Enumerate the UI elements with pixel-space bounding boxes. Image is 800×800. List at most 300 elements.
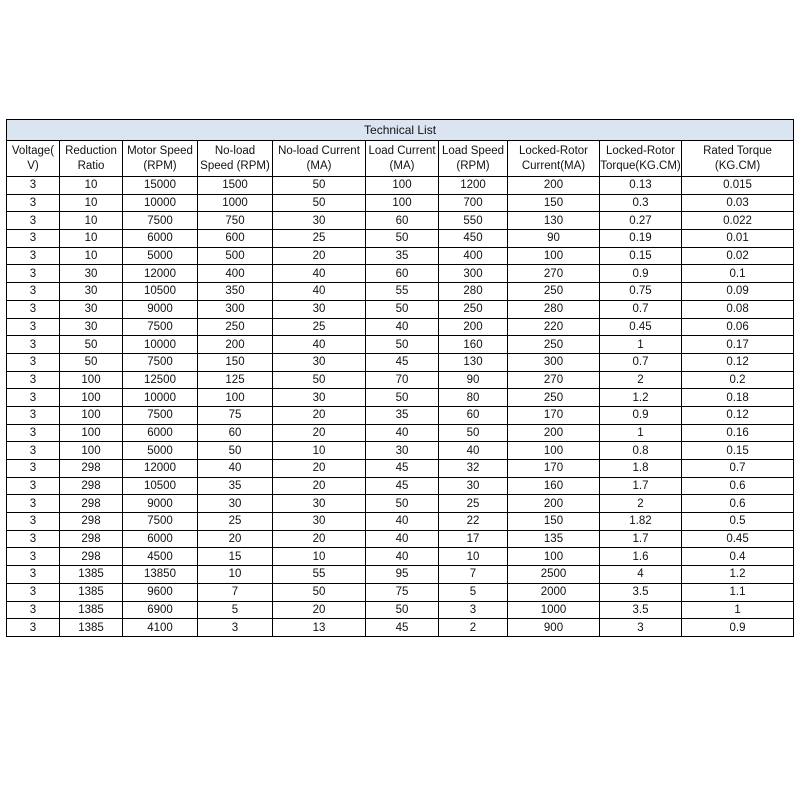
table-cell: 1 xyxy=(600,424,682,442)
table-cell: 40 xyxy=(273,265,366,283)
table-cell: 280 xyxy=(508,300,600,318)
column-header-line: Reduction xyxy=(65,144,117,157)
table-cell: 40 xyxy=(273,336,366,354)
table-body xyxy=(7,177,794,637)
table-cell: 3 xyxy=(7,460,60,478)
table-cell: 3 xyxy=(7,283,60,301)
table-cell: 350 xyxy=(198,283,273,301)
table-cell: 35 xyxy=(366,247,439,265)
table-cell: 0.45 xyxy=(682,530,794,548)
table-cell: 50 xyxy=(273,194,366,212)
column-header-line: Torque(KG.CM) xyxy=(600,159,681,172)
table-cell: 3 xyxy=(7,619,60,637)
column-header xyxy=(198,141,273,177)
table-cell: 130 xyxy=(508,212,600,230)
table-cell: 20 xyxy=(273,247,366,265)
table-cell: 100 xyxy=(60,371,123,389)
table-cell: 0.015 xyxy=(682,177,794,195)
table-cell: 45 xyxy=(366,477,439,495)
table-cell: 1.7 xyxy=(600,530,682,548)
table-row xyxy=(7,495,794,513)
table-cell: 15000 xyxy=(123,177,198,195)
table-cell: 30 xyxy=(273,212,366,230)
table-cell: 0.7 xyxy=(600,353,682,371)
table-cell: 0.2 xyxy=(682,371,794,389)
table-cell: 0.8 xyxy=(600,442,682,460)
table-cell: 500 xyxy=(198,247,273,265)
table-cell: 9000 xyxy=(123,300,198,318)
column-header-line: Load Speed xyxy=(441,144,505,157)
table-cell: 3 xyxy=(439,601,508,619)
table-title: Technical List xyxy=(7,120,794,141)
table-cell: 0.9 xyxy=(682,619,794,637)
table-cell: 0.022 xyxy=(682,212,794,230)
table-cell: 1000 xyxy=(198,194,273,212)
table-cell: 200 xyxy=(439,318,508,336)
table-cell: 0.6 xyxy=(682,477,794,495)
column-header xyxy=(682,141,794,177)
technical-list-sheet xyxy=(6,119,793,637)
table-cell: 250 xyxy=(198,318,273,336)
table-row xyxy=(7,265,794,283)
table-cell: 0.12 xyxy=(682,406,794,424)
table-cell: 60 xyxy=(366,212,439,230)
table-cell: 1385 xyxy=(60,566,123,584)
table-cell: 298 xyxy=(60,530,123,548)
table-row xyxy=(7,424,794,442)
table-row xyxy=(7,336,794,354)
table-cell: 2 xyxy=(600,371,682,389)
table-cell: 550 xyxy=(439,212,508,230)
table-cell: 50 xyxy=(439,424,508,442)
table-cell: 170 xyxy=(508,460,600,478)
table-cell: 280 xyxy=(439,283,508,301)
table-cell: 6900 xyxy=(123,601,198,619)
table-cell: 20 xyxy=(273,424,366,442)
table-cell: 0.12 xyxy=(682,353,794,371)
table-row xyxy=(7,177,794,195)
table-cell: 10 xyxy=(60,177,123,195)
table-cell: 1.2 xyxy=(600,389,682,407)
table-row xyxy=(7,371,794,389)
table-cell: 55 xyxy=(273,566,366,584)
table-cell: 200 xyxy=(508,495,600,513)
table-cell: 10000 xyxy=(123,389,198,407)
table-cell: 0.6 xyxy=(682,495,794,513)
table-cell: 1.2 xyxy=(682,566,794,584)
table-cell: 2 xyxy=(439,619,508,637)
table-cell: 3 xyxy=(7,336,60,354)
table-cell: 1.1 xyxy=(682,583,794,601)
table-cell: 50 xyxy=(273,583,366,601)
table-cell: 35 xyxy=(366,406,439,424)
table-cell: 600 xyxy=(198,230,273,248)
column-header xyxy=(7,141,60,177)
table-cell: 0.9 xyxy=(600,406,682,424)
table-cell: 10 xyxy=(273,442,366,460)
table-cell: 10500 xyxy=(123,283,198,301)
table-cell: 30 xyxy=(60,265,123,283)
table-cell: 125 xyxy=(198,371,273,389)
column-header xyxy=(123,141,198,177)
table-cell: 5 xyxy=(198,601,273,619)
table-cell: 13850 xyxy=(123,566,198,584)
table-cell: 0.75 xyxy=(600,283,682,301)
column-header xyxy=(273,141,366,177)
table-cell: 3 xyxy=(7,212,60,230)
table-cell: 60 xyxy=(366,265,439,283)
table-cell: 4 xyxy=(600,566,682,584)
table-cell: 30 xyxy=(60,300,123,318)
table-cell: 22 xyxy=(439,513,508,531)
column-header-line: (MA) xyxy=(389,159,415,172)
table-cell: 7500 xyxy=(123,353,198,371)
table-cell: 0.06 xyxy=(682,318,794,336)
table-cell: 9600 xyxy=(123,583,198,601)
table-cell: 10000 xyxy=(123,194,198,212)
table-cell: 10000 xyxy=(123,336,198,354)
table-cell: 10500 xyxy=(123,477,198,495)
table-cell: 45 xyxy=(366,619,439,637)
table-cell: 0.5 xyxy=(682,513,794,531)
table-cell: 0.7 xyxy=(600,300,682,318)
table-cell: 50 xyxy=(273,371,366,389)
table-cell: 1200 xyxy=(439,177,508,195)
table-row xyxy=(7,583,794,601)
table-cell: 60 xyxy=(439,406,508,424)
table-cell: 45 xyxy=(366,353,439,371)
table-cell: 12000 xyxy=(123,460,198,478)
table-cell: 1.82 xyxy=(600,513,682,531)
table-cell: 100 xyxy=(508,247,600,265)
table-cell: 400 xyxy=(198,265,273,283)
table-cell: 3 xyxy=(7,548,60,566)
table-cell: 6000 xyxy=(123,530,198,548)
table-cell: 150 xyxy=(198,353,273,371)
table-cell: 100 xyxy=(366,177,439,195)
column-header-line: V) xyxy=(27,159,39,172)
table-cell: 3 xyxy=(7,601,60,619)
table-cell: 3 xyxy=(7,583,60,601)
column-header-line: Ratio xyxy=(77,159,105,172)
table-row xyxy=(7,477,794,495)
table-cell: 250 xyxy=(439,300,508,318)
table-cell: 30 xyxy=(60,318,123,336)
column-header-line: Locked-Rotor xyxy=(518,144,589,157)
table-cell: 40 xyxy=(366,548,439,566)
column-header-line: Motor Speed xyxy=(127,144,193,157)
table-cell: 0.13 xyxy=(600,177,682,195)
table-cell: 50 xyxy=(366,336,439,354)
table-cell: 75 xyxy=(198,406,273,424)
table-row xyxy=(7,442,794,460)
table-cell: 3 xyxy=(7,566,60,584)
column-header-line: (RPM) xyxy=(456,159,490,172)
table-cell: 3 xyxy=(7,247,60,265)
table-cell: 4500 xyxy=(123,548,198,566)
table-cell: 0.15 xyxy=(682,442,794,460)
table-cell: 50 xyxy=(366,495,439,513)
table-cell: 300 xyxy=(439,265,508,283)
table-cell: 298 xyxy=(60,548,123,566)
table-cell: 50 xyxy=(273,177,366,195)
table-cell: 30 xyxy=(198,495,273,513)
table-cell: 0.27 xyxy=(600,212,682,230)
table-cell: 10 xyxy=(60,212,123,230)
table-cell: 0.15 xyxy=(600,247,682,265)
table-cell: 50 xyxy=(198,442,273,460)
table-cell: 0.9 xyxy=(600,265,682,283)
table-cell: 3 xyxy=(198,619,273,637)
table-cell: 20 xyxy=(273,406,366,424)
table-cell: 3 xyxy=(7,424,60,442)
title-row xyxy=(7,120,794,141)
table-row xyxy=(7,194,794,212)
table-cell: 1 xyxy=(682,601,794,619)
table-cell: 100 xyxy=(60,389,123,407)
table-cell: 6000 xyxy=(123,230,198,248)
table-cell: 20 xyxy=(273,477,366,495)
table-cell: 298 xyxy=(60,477,123,495)
table-cell: 700 xyxy=(439,194,508,212)
table-cell: 3.5 xyxy=(600,583,682,601)
table-row xyxy=(7,300,794,318)
table-cell: 7500 xyxy=(123,406,198,424)
table-cell: 40 xyxy=(366,513,439,531)
table-cell: 90 xyxy=(439,371,508,389)
table-cell: 0.02 xyxy=(682,247,794,265)
column-header-line: No-load xyxy=(214,144,256,157)
column-header xyxy=(508,141,600,177)
table-cell: 40 xyxy=(273,283,366,301)
table-cell: 750 xyxy=(198,212,273,230)
column-header-line: (MA) xyxy=(306,159,332,172)
table-row xyxy=(7,230,794,248)
table-cell: 6000 xyxy=(123,424,198,442)
table-row xyxy=(7,247,794,265)
table-cell: 50 xyxy=(366,389,439,407)
table-cell: 150 xyxy=(508,194,600,212)
table-cell: 1385 xyxy=(60,601,123,619)
table-cell: 1 xyxy=(600,336,682,354)
table-cell: 3 xyxy=(7,265,60,283)
table-cell: 0.19 xyxy=(600,230,682,248)
table-cell: 75 xyxy=(366,583,439,601)
table-cell: 130 xyxy=(439,353,508,371)
column-header-line: Voltage( xyxy=(11,144,55,157)
table-cell: 3 xyxy=(7,194,60,212)
table-cell: 30 xyxy=(273,389,366,407)
table-cell: 170 xyxy=(508,406,600,424)
table-cell: 25 xyxy=(273,230,366,248)
table-cell: 0.09 xyxy=(682,283,794,301)
table-cell: 40 xyxy=(366,424,439,442)
table-cell: 10 xyxy=(273,548,366,566)
table-cell: 40 xyxy=(198,460,273,478)
table-cell: 10 xyxy=(439,548,508,566)
table-cell: 298 xyxy=(60,460,123,478)
table-cell: 50 xyxy=(366,230,439,248)
table-row xyxy=(7,619,794,637)
table-cell: 10 xyxy=(60,230,123,248)
table-row xyxy=(7,212,794,230)
table-cell: 9000 xyxy=(123,495,198,513)
table-cell: 160 xyxy=(439,336,508,354)
column-header xyxy=(439,141,508,177)
table-cell: 1.6 xyxy=(600,548,682,566)
table-cell: 3 xyxy=(7,318,60,336)
column-header xyxy=(60,141,123,177)
table-cell: 200 xyxy=(508,424,600,442)
table-cell: 3 xyxy=(7,442,60,460)
table-cell: 270 xyxy=(508,371,600,389)
table-cell: 0.17 xyxy=(682,336,794,354)
table-cell: 10 xyxy=(60,194,123,212)
table-cell: 1385 xyxy=(60,619,123,637)
table-cell: 20 xyxy=(273,460,366,478)
table-cell: 55 xyxy=(366,283,439,301)
table-row xyxy=(7,389,794,407)
table-cell: 50 xyxy=(366,300,439,318)
table-cell: 80 xyxy=(439,389,508,407)
technical-list-table xyxy=(6,119,794,637)
table-cell: 100 xyxy=(60,406,123,424)
table-cell: 3 xyxy=(7,530,60,548)
column-header-line: (RPM) xyxy=(143,159,177,172)
table-cell: 35 xyxy=(198,477,273,495)
table-cell: 2000 xyxy=(508,583,600,601)
table-cell: 7500 xyxy=(123,212,198,230)
table-cell: 30 xyxy=(273,513,366,531)
table-cell: 3 xyxy=(7,477,60,495)
table-cell: 3 xyxy=(7,353,60,371)
table-cell: 100 xyxy=(60,442,123,460)
table-cell: 7 xyxy=(439,566,508,584)
table-cell: 10 xyxy=(198,566,273,584)
table-cell: 0.16 xyxy=(682,424,794,442)
table-cell: 1500 xyxy=(198,177,273,195)
table-cell: 30 xyxy=(273,495,366,513)
column-header-line: Locked-Rotor xyxy=(605,144,676,157)
table-cell: 95 xyxy=(366,566,439,584)
column-header xyxy=(600,141,682,177)
table-cell: 298 xyxy=(60,495,123,513)
table-cell: 3 xyxy=(7,495,60,513)
table-cell: 30 xyxy=(60,283,123,301)
table-cell: 3 xyxy=(600,619,682,637)
column-header xyxy=(366,141,439,177)
column-header-line: Rated Torque xyxy=(703,144,772,157)
table-cell: 400 xyxy=(439,247,508,265)
table-cell: 0.45 xyxy=(600,318,682,336)
table-cell: 5000 xyxy=(123,442,198,460)
table-cell: 2500 xyxy=(508,566,600,584)
table-row xyxy=(7,353,794,371)
column-header-line: Speed (RPM) xyxy=(200,159,270,172)
table-cell: 30 xyxy=(273,300,366,318)
table-row xyxy=(7,566,794,584)
table-cell: 100 xyxy=(366,194,439,212)
table-cell: 900 xyxy=(508,619,600,637)
table-row xyxy=(7,283,794,301)
table-cell: 12000 xyxy=(123,265,198,283)
table-cell: 20 xyxy=(273,601,366,619)
table-cell: 1000 xyxy=(508,601,600,619)
table-cell: 20 xyxy=(273,530,366,548)
column-header-line: No-load Current xyxy=(278,144,360,157)
table-cell: 30 xyxy=(273,353,366,371)
table-cell: 25 xyxy=(439,495,508,513)
table-cell: 0.03 xyxy=(682,194,794,212)
table-cell: 1385 xyxy=(60,583,123,601)
table-cell: 3 xyxy=(7,371,60,389)
table-cell: 7 xyxy=(198,583,273,601)
table-cell: 3 xyxy=(7,300,60,318)
table-cell: 17 xyxy=(439,530,508,548)
table-cell: 30 xyxy=(439,477,508,495)
table-cell: 150 xyxy=(508,513,600,531)
table-row xyxy=(7,601,794,619)
table-cell: 20 xyxy=(198,530,273,548)
table-cell: 60 xyxy=(198,424,273,442)
table-cell: 298 xyxy=(60,513,123,531)
table-cell: 50 xyxy=(60,353,123,371)
column-header-line: (KG.CM) xyxy=(714,159,761,172)
table-cell: 2 xyxy=(600,495,682,513)
column-header-line: Load Current xyxy=(368,144,436,157)
table-cell: 160 xyxy=(508,477,600,495)
table-cell: 4100 xyxy=(123,619,198,637)
table-cell: 100 xyxy=(60,424,123,442)
table-cell: 250 xyxy=(508,336,600,354)
table-cell: 250 xyxy=(508,389,600,407)
table-cell: 40 xyxy=(366,530,439,548)
table-cell: 40 xyxy=(366,318,439,336)
table-cell: 30 xyxy=(366,442,439,460)
table-cell: 450 xyxy=(439,230,508,248)
table-cell: 3 xyxy=(7,389,60,407)
table-cell: 1.7 xyxy=(600,477,682,495)
table-cell: 25 xyxy=(273,318,366,336)
table-cell: 15 xyxy=(198,548,273,566)
table-cell: 3 xyxy=(7,406,60,424)
table-cell: 300 xyxy=(508,353,600,371)
table-cell: 0.3 xyxy=(600,194,682,212)
table-cell: 70 xyxy=(366,371,439,389)
table-cell: 270 xyxy=(508,265,600,283)
table-row xyxy=(7,548,794,566)
table-cell: 10 xyxy=(60,247,123,265)
table-cell: 3 xyxy=(7,513,60,531)
table-cell: 250 xyxy=(508,283,600,301)
table-cell: 3 xyxy=(7,230,60,248)
table-cell: 100 xyxy=(198,389,273,407)
table-cell: 0.7 xyxy=(682,460,794,478)
table-cell: 220 xyxy=(508,318,600,336)
table-cell: 300 xyxy=(198,300,273,318)
table-cell: 0.18 xyxy=(682,389,794,407)
table-cell: 5 xyxy=(439,583,508,601)
table-cell: 32 xyxy=(439,460,508,478)
table-cell: 135 xyxy=(508,530,600,548)
header-row xyxy=(7,141,794,177)
table-row xyxy=(7,530,794,548)
column-header-line: Current(MA) xyxy=(521,159,586,172)
table-cell: 200 xyxy=(198,336,273,354)
table-cell: 0.1 xyxy=(682,265,794,283)
table-cell: 7500 xyxy=(123,513,198,531)
table-cell: 3.5 xyxy=(600,601,682,619)
